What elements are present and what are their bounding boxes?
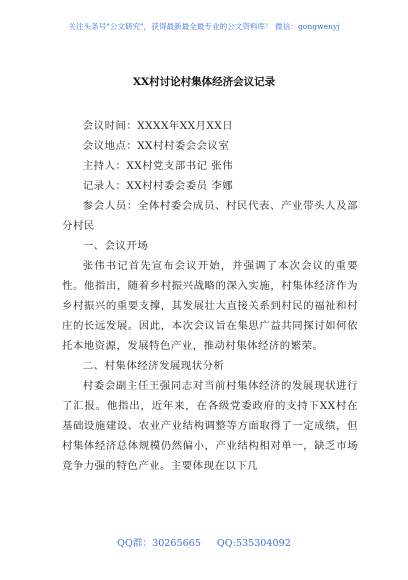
meeting-attendees: 参会人员：全体村委会成员、村民代表、产业带头人及部分村民: [62, 200, 358, 232]
meeting-location: 会议地点：XX村村委会会议室: [82, 140, 230, 152]
opening-paragraph: 张伟书记首先宣布会议开始，并强调了本次会议的重要性。他指出，随着乡村振兴战略的深入实施，村集体经济作为乡村振兴的重要支撑，其发展壮大直接关系到村民的福祉和村庄的长远发展。因此，本次会议旨在集思广益共同探讨如何依托本地资源，发展特色产业，推动村集体经济的繁荣。: [62, 260, 358, 352]
section-heading-opening: 一、会议开场: [82, 240, 149, 252]
document-title: XX村讨论村集体经济会议记录: [132, 76, 276, 88]
meeting-recorder: 记录人：XX村村委会委员 李娜: [82, 180, 234, 192]
meeting-host: 主持人：XX村党支部书记 张伟: [82, 160, 234, 172]
qq-footer: [0, 535, 408, 549]
section-heading-status: 二、村集体经济发展现状分析: [82, 360, 225, 372]
qq-group-number: QQ群：30265665: [117, 538, 201, 549]
qq-contact-number: QQ:535304092: [216, 538, 291, 549]
meeting-time: 会议时间：XXXX年XX月XX日: [82, 120, 234, 132]
document-body: [62, 116, 358, 476]
header-banner: 关注头条号"公文研究"，获得最新最全最专业的公文资料库！ 微信：gongwenyj: [68, 22, 340, 31]
status-paragraph: 村委会副主任王强同志对当前村集体经济的发展现状进行了汇报。他指出，近年来，在各级党委政府的支持下XX村在基础设施建设、农业产业结构调整等方面取得了一定成绩，但村集体经济总体规模仍然偏小，产业结构相对单一，缺乏市场竞争力强的特色产业。主要体现在以下几: [62, 380, 358, 472]
